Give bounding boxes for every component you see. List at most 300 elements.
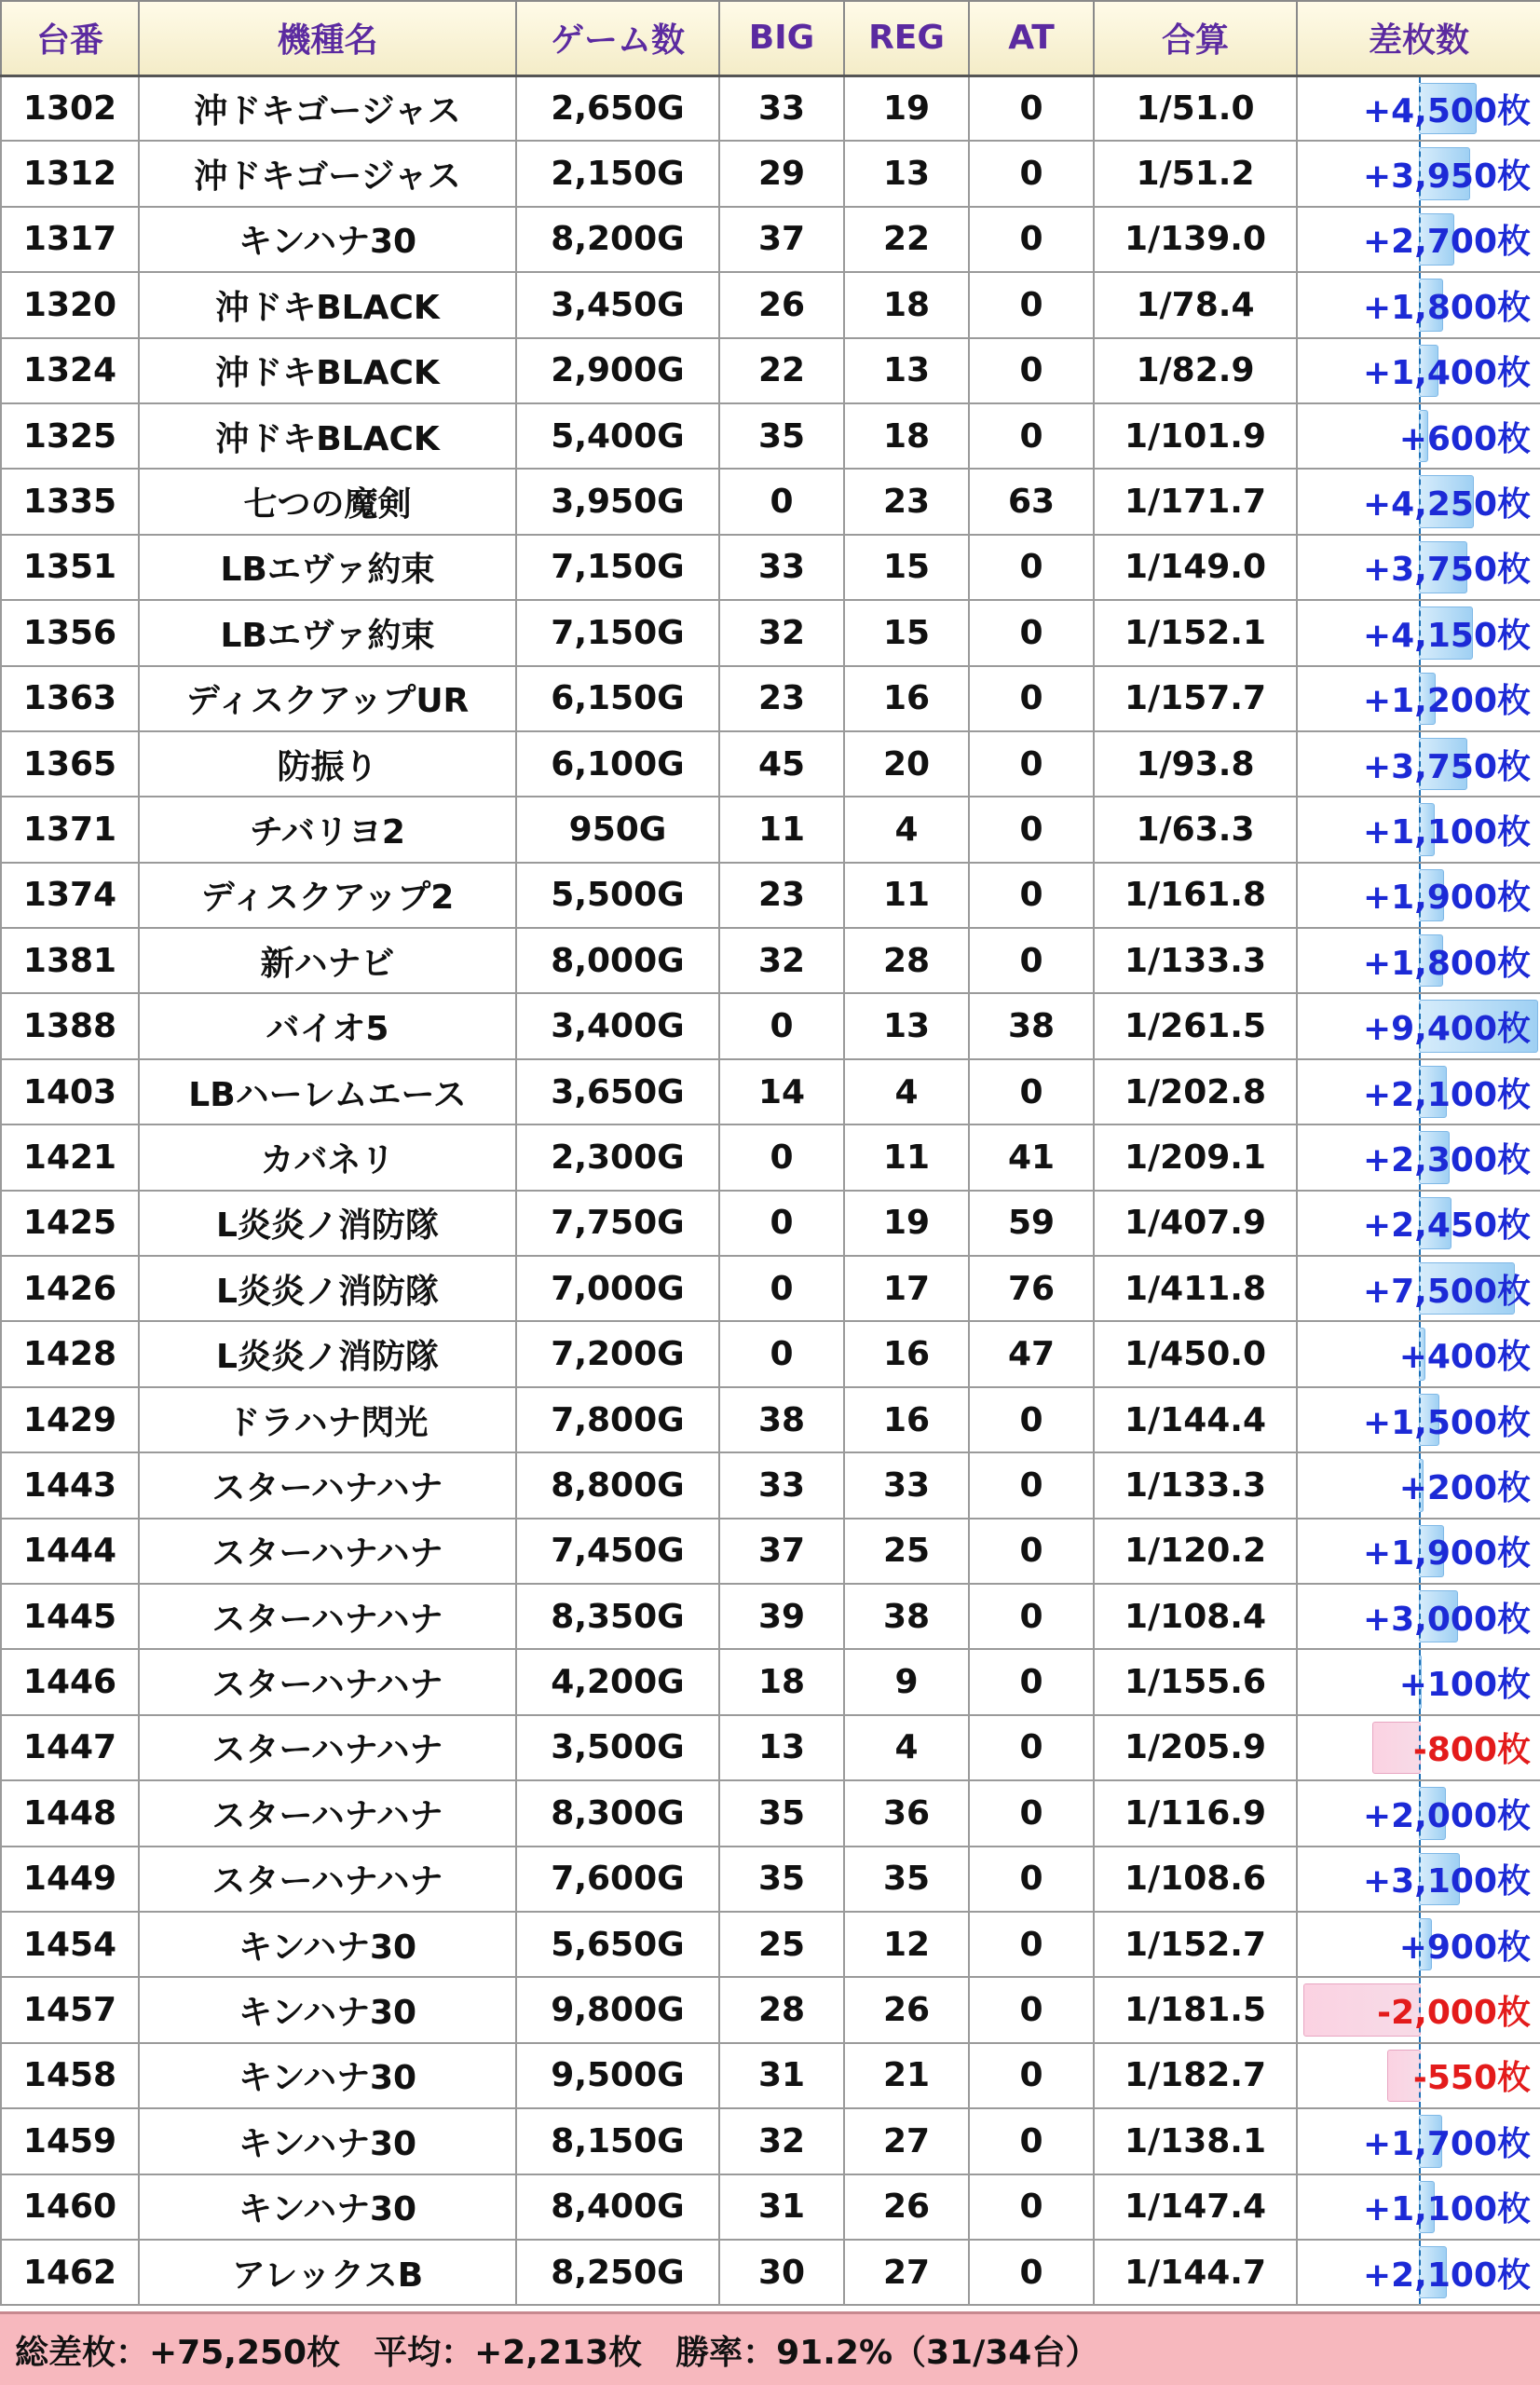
reg-count-cell: 27 [844, 2108, 969, 2174]
diff-cell [1297, 1387, 1540, 1452]
table-row[interactable] [1, 1321, 1540, 1386]
diff-cell [1297, 1977, 1540, 2042]
machine-no-cell: 1356 [1, 600, 139, 665]
reg-count-cell: 22 [844, 207, 969, 272]
reg-count-cell: 28 [844, 928, 969, 993]
table-row[interactable] [1, 2240, 1540, 2305]
at-count-cell: 0 [969, 535, 1094, 600]
diff-value: +900枚 [1398, 1928, 1531, 1967]
table-header [1, 1, 1540, 75]
combined-prob-cell: 1/78.4 [1094, 272, 1297, 337]
big-count-cell: 45 [719, 731, 844, 797]
diff-cell [1297, 1715, 1540, 1780]
machine-no-cell: 1335 [1, 469, 139, 534]
model-name-cell: 沖ドキゴージャス [139, 75, 516, 141]
combined-prob-cell: 1/152.7 [1094, 1912, 1297, 1977]
combined-prob-cell: 1/108.4 [1094, 1584, 1297, 1649]
at-count-cell: 0 [969, 1452, 1094, 1518]
diff-value: +4,500枚 [1362, 91, 1531, 130]
game-count-cell: 3,400G [516, 993, 719, 1058]
table-row[interactable] [1, 75, 1540, 141]
table-row[interactable] [1, 272, 1540, 337]
table-row[interactable] [1, 1519, 1540, 1584]
at-count-cell: 0 [969, 1387, 1094, 1452]
diff-value: +1,800枚 [1362, 944, 1531, 983]
table-row[interactable] [1, 1191, 1540, 1256]
reg-count-cell: 16 [844, 1387, 969, 1452]
game-count-cell: 5,500G [516, 863, 719, 928]
at-count-cell: 0 [969, 1649, 1094, 1714]
big-count-cell: 33 [719, 75, 844, 141]
combined-prob-cell: 1/116.9 [1094, 1780, 1297, 1846]
diff-cell [1297, 338, 1540, 403]
reg-count-cell: 9 [844, 1649, 969, 1714]
model-name-cell: L炎炎ノ消防隊 [139, 1321, 516, 1386]
diff-cell [1297, 1124, 1540, 1190]
reg-count-cell: 15 [844, 535, 969, 600]
table-row[interactable] [1, 731, 1540, 797]
at-count-cell: 0 [969, 600, 1094, 665]
combined-prob-cell: 1/138.1 [1094, 2108, 1297, 2174]
at-count-cell: 0 [969, 2240, 1094, 2305]
at-count-cell: 0 [969, 1780, 1094, 1846]
combined-prob-cell: 1/139.0 [1094, 207, 1297, 272]
game-count-cell: 3,500G [516, 1715, 719, 1780]
reg-count-cell: 19 [844, 1191, 969, 1256]
big-count-cell: 22 [719, 338, 844, 403]
reg-count-cell: 11 [844, 1124, 969, 1190]
game-count-cell: 2,150G [516, 141, 719, 206]
at-count-cell: 0 [969, 1059, 1094, 1124]
game-count-cell: 7,450G [516, 1519, 719, 1584]
game-count-cell: 2,650G [516, 75, 719, 141]
diff-value: +3,100枚 [1362, 1862, 1531, 1901]
model-name-cell: チバリヨ2 [139, 797, 516, 862]
combined-prob-cell: 1/407.9 [1094, 1191, 1297, 1256]
game-count-cell: 9,800G [516, 1977, 719, 2042]
diff-value: +3,750枚 [1362, 551, 1531, 590]
table-row[interactable] [1, 141, 1540, 206]
diff-cell [1297, 1059, 1540, 1124]
big-count-cell: 38 [719, 1387, 844, 1452]
game-count-cell: 9,500G [516, 2043, 719, 2108]
machine-no-cell: 1448 [1, 1780, 139, 1846]
combined-prob-cell: 1/450.0 [1094, 1321, 1297, 1386]
table-body [1, 75, 1540, 2305]
reg-count-cell: 23 [844, 469, 969, 534]
reg-count-cell: 18 [844, 403, 969, 469]
reg-count-cell: 13 [844, 141, 969, 206]
header-reg[interactable]: REG [844, 1, 969, 75]
big-count-cell: 23 [719, 863, 844, 928]
model-name-cell: キンハナ30 [139, 1977, 516, 2042]
diff-cell [1297, 863, 1540, 928]
table-row[interactable] [1, 2108, 1540, 2174]
at-count-cell: 76 [969, 1256, 1094, 1321]
diff-cell [1297, 469, 1540, 534]
machine-no-cell: 1459 [1, 2108, 139, 2174]
reg-count-cell: 21 [844, 2043, 969, 2108]
diff-value: +1,100枚 [1362, 2190, 1531, 2229]
diff-value: +9,400枚 [1362, 1010, 1531, 1049]
model-name-cell: LBエヴァ約束 [139, 600, 516, 665]
combined-prob-cell: 1/171.7 [1094, 469, 1297, 534]
big-count-cell: 25 [719, 1912, 844, 1977]
at-count-cell: 41 [969, 1124, 1094, 1190]
table-row[interactable] [1, 928, 1540, 993]
model-name-cell: LBエヴァ約束 [139, 535, 516, 600]
game-count-cell: 8,250G [516, 2240, 719, 2305]
combined-prob-cell: 1/182.7 [1094, 2043, 1297, 2108]
big-count-cell: 0 [719, 1256, 844, 1321]
table-row[interactable] [1, 2174, 1540, 2240]
at-count-cell: 0 [969, 75, 1094, 141]
diff-value: +400枚 [1398, 1338, 1531, 1377]
game-count-cell: 3,450G [516, 272, 719, 337]
game-count-cell: 7,000G [516, 1256, 719, 1321]
at-count-cell: 0 [969, 1847, 1094, 1912]
machine-no-cell: 1324 [1, 338, 139, 403]
game-count-cell: 7,200G [516, 1321, 719, 1386]
model-name-cell: 沖ドキBLACK [139, 338, 516, 403]
table-row[interactable] [1, 535, 1540, 600]
diff-cell [1297, 207, 1540, 272]
reg-count-cell: 27 [844, 2240, 969, 2305]
diff-cell [1297, 666, 1540, 731]
machine-no-cell: 1363 [1, 666, 139, 731]
diff-cell [1297, 1912, 1540, 1977]
at-count-cell: 0 [969, 403, 1094, 469]
reg-count-cell: 13 [844, 993, 969, 1058]
model-name-cell: 沖ドキBLACK [139, 272, 516, 337]
combined-prob-cell: 1/93.8 [1094, 731, 1297, 797]
model-name-cell: ドラハナ閃光 [139, 1387, 516, 1452]
table-row[interactable] [1, 1977, 1540, 2042]
machine-no-cell: 1444 [1, 1519, 139, 1584]
diff-value: +1,800枚 [1362, 288, 1531, 327]
big-count-cell: 37 [719, 1519, 844, 1584]
table-row[interactable] [1, 338, 1540, 403]
game-count-cell: 8,400G [516, 2174, 719, 2240]
combined-prob-cell: 1/149.0 [1094, 535, 1297, 600]
model-name-cell: 防振り [139, 731, 516, 797]
diff-cell [1297, 1256, 1540, 1321]
diff-cell [1297, 75, 1540, 141]
at-count-cell: 0 [969, 338, 1094, 403]
big-count-cell: 32 [719, 600, 844, 665]
header-row [1, 1, 1540, 75]
model-name-cell: L炎炎ノ消防隊 [139, 1256, 516, 1321]
at-count-cell: 0 [969, 1715, 1094, 1780]
table-row[interactable] [1, 1452, 1540, 1518]
table-row[interactable] [1, 2043, 1540, 2108]
header-games[interactable]: ゲーム数 [516, 1, 719, 75]
machine-no-cell: 1371 [1, 797, 139, 862]
diff-value: +1,100枚 [1362, 812, 1531, 852]
game-count-cell: 8,000G [516, 928, 719, 993]
combined-prob-cell: 1/152.1 [1094, 600, 1297, 665]
table-row[interactable] [1, 1124, 1540, 1190]
at-count-cell: 59 [969, 1191, 1094, 1256]
reg-count-cell: 26 [844, 2174, 969, 2240]
game-count-cell: 7,800G [516, 1387, 719, 1452]
reg-count-cell: 16 [844, 666, 969, 731]
diff-cell [1297, 2108, 1540, 2174]
game-count-cell: 7,750G [516, 1191, 719, 1256]
diff-value: +4,150枚 [1362, 616, 1531, 655]
table-row[interactable] [1, 1387, 1540, 1452]
machine-no-cell: 1458 [1, 2043, 139, 2108]
diff-cell [1297, 731, 1540, 797]
model-name-cell: カバネリ [139, 1124, 516, 1190]
game-count-cell: 3,650G [516, 1059, 719, 1124]
table-row[interactable] [1, 1256, 1540, 1321]
big-count-cell: 29 [719, 141, 844, 206]
diff-value: +3,950枚 [1362, 157, 1531, 197]
reg-count-cell: 17 [844, 1256, 969, 1321]
diff-value: +4,250枚 [1362, 485, 1531, 525]
at-count-cell: 0 [969, 141, 1094, 206]
game-count-cell: 8,300G [516, 1780, 719, 1846]
combined-prob-cell: 1/133.3 [1094, 1452, 1297, 1518]
diff-cell [1297, 1191, 1540, 1256]
model-name-cell: L炎炎ノ消防隊 [139, 1191, 516, 1256]
diff-value: +2,000枚 [1362, 1796, 1531, 1835]
at-count-cell: 0 [969, 1977, 1094, 2042]
big-count-cell: 23 [719, 666, 844, 731]
big-count-cell: 33 [719, 535, 844, 600]
combined-prob-cell: 1/411.8 [1094, 1256, 1297, 1321]
machine-no-cell: 1403 [1, 1059, 139, 1124]
table-row[interactable] [1, 1847, 1540, 1912]
combined-prob-cell: 1/51.2 [1094, 141, 1297, 206]
big-count-cell: 13 [719, 1715, 844, 1780]
big-count-cell: 32 [719, 2108, 844, 2174]
big-count-cell: 30 [719, 2240, 844, 2305]
at-count-cell: 0 [969, 207, 1094, 272]
reg-count-cell: 18 [844, 272, 969, 337]
header-diff-medals[interactable]: 差枚数 [1297, 1, 1540, 75]
big-count-cell: 0 [719, 469, 844, 534]
table-row[interactable] [1, 1780, 1540, 1846]
machine-no-cell: 1462 [1, 2240, 139, 2305]
machine-no-cell: 1421 [1, 1124, 139, 1190]
big-count-cell: 32 [719, 928, 844, 993]
model-name-cell: キンハナ30 [139, 2174, 516, 2240]
reg-count-cell: 19 [844, 75, 969, 141]
at-count-cell: 0 [969, 1912, 1094, 1977]
table-row[interactable] [1, 666, 1540, 731]
diff-cell [1297, 1452, 1540, 1518]
header-at[interactable]: AT [969, 1, 1094, 75]
reg-count-cell: 4 [844, 1059, 969, 1124]
reg-count-cell: 35 [844, 1847, 969, 1912]
machine-no-cell: 1447 [1, 1715, 139, 1780]
machine-no-cell: 1428 [1, 1321, 139, 1386]
at-count-cell: 0 [969, 2108, 1094, 2174]
big-count-cell: 33 [719, 1452, 844, 1518]
machine-no-cell: 1443 [1, 1452, 139, 1518]
big-count-cell: 35 [719, 1780, 844, 1846]
at-count-cell: 0 [969, 1584, 1094, 1649]
at-count-cell: 0 [969, 1519, 1094, 1584]
table-row[interactable] [1, 993, 1540, 1058]
model-name-cell: ディスクアップUR [139, 666, 516, 731]
game-count-cell: 3,950G [516, 469, 719, 534]
diff-cell [1297, 1649, 1540, 1714]
model-name-cell: 沖ドキゴージャス [139, 141, 516, 206]
big-count-cell: 31 [719, 2174, 844, 2240]
combined-prob-cell: 1/82.9 [1094, 338, 1297, 403]
table-row[interactable] [1, 600, 1540, 665]
at-count-cell: 0 [969, 2174, 1094, 2240]
model-name-cell: スターハナハナ [139, 1519, 516, 1584]
game-count-cell: 8,150G [516, 2108, 719, 2174]
diff-cell [1297, 2174, 1540, 2240]
at-count-cell: 0 [969, 2043, 1094, 2108]
combined-prob-cell: 1/157.7 [1094, 666, 1297, 731]
at-count-cell: 0 [969, 666, 1094, 731]
game-count-cell: 4,200G [516, 1649, 719, 1714]
diff-value: +2,450枚 [1362, 1206, 1531, 1246]
model-name-cell: キンハナ30 [139, 207, 516, 272]
table-row[interactable] [1, 797, 1540, 862]
model-name-cell: LBハーレムエース [139, 1059, 516, 1124]
big-count-cell: 14 [719, 1059, 844, 1124]
big-count-cell: 28 [719, 1977, 844, 2042]
big-count-cell: 0 [719, 1321, 844, 1386]
reg-count-cell: 25 [844, 1519, 969, 1584]
reg-count-cell: 4 [844, 1715, 969, 1780]
combined-prob-cell: 1/209.1 [1094, 1124, 1297, 1190]
diff-value: +1,400枚 [1362, 354, 1531, 393]
diff-cell [1297, 535, 1540, 600]
header-combined-prob[interactable]: 合算 [1094, 1, 1297, 75]
machine-no-cell: 1388 [1, 993, 139, 1058]
table-row[interactable] [1, 403, 1540, 469]
diff-value: +1,700枚 [1362, 2124, 1531, 2163]
big-count-cell: 18 [719, 1649, 844, 1714]
diff-cell [1297, 1321, 1540, 1386]
machine-no-cell: 1302 [1, 75, 139, 141]
model-name-cell: スターハナハナ [139, 1847, 516, 1912]
diff-value: +1,500枚 [1362, 1403, 1531, 1442]
machine-no-cell: 1381 [1, 928, 139, 993]
diff-value: +2,100枚 [1362, 1075, 1531, 1114]
reg-count-cell: 11 [844, 863, 969, 928]
machine-no-cell: 1454 [1, 1912, 139, 1977]
game-count-cell: 6,100G [516, 731, 719, 797]
table-row[interactable] [1, 1649, 1540, 1714]
diff-value: +2,700枚 [1362, 223, 1531, 262]
model-name-cell: 七つの魔剣 [139, 469, 516, 534]
big-count-cell: 35 [719, 1847, 844, 1912]
combined-prob-cell: 1/63.3 [1094, 797, 1297, 862]
model-name-cell: キンハナ30 [139, 2043, 516, 2108]
reg-count-cell: 12 [844, 1912, 969, 1977]
big-count-cell: 26 [719, 272, 844, 337]
table-row[interactable] [1, 1715, 1540, 1780]
model-name-cell: アレックスB [139, 2240, 516, 2305]
game-count-cell: 8,200G [516, 207, 719, 272]
combined-prob-cell: 1/205.9 [1094, 1715, 1297, 1780]
reg-count-cell: 36 [844, 1780, 969, 1846]
combined-prob-cell: 1/161.8 [1094, 863, 1297, 928]
diff-value: +1,900枚 [1362, 1534, 1531, 1574]
reg-count-cell: 16 [844, 1321, 969, 1386]
table-row[interactable] [1, 1584, 1540, 1649]
header-machine-no[interactable]: 台番 [1, 1, 139, 75]
big-count-cell: 35 [719, 403, 844, 469]
diff-value: +1,900枚 [1362, 879, 1531, 918]
big-count-cell: 0 [719, 1124, 844, 1190]
header-model-name[interactable]: 機種名 [139, 1, 516, 75]
diff-value: +2,300枚 [1362, 1140, 1531, 1179]
diff-value: -550枚 [1412, 2059, 1531, 2098]
combined-prob-cell: 1/120.2 [1094, 1519, 1297, 1584]
diff-cell [1297, 1584, 1540, 1649]
machine-no-cell: 1457 [1, 1977, 139, 2042]
table-row[interactable] [1, 1059, 1540, 1124]
at-count-cell: 0 [969, 863, 1094, 928]
combined-prob-cell: 1/101.9 [1094, 403, 1297, 469]
big-count-cell: 0 [719, 993, 844, 1058]
summary-bar: 総差枚：+75,250枚 平均：+2,213枚 勝率：91.2%（31/34台） [0, 2311, 1540, 2385]
diff-value: +3,000枚 [1362, 1600, 1531, 1639]
diff-value: +600枚 [1398, 419, 1531, 458]
game-count-cell: 950G [516, 797, 719, 862]
machine-no-cell: 1317 [1, 207, 139, 272]
model-name-cell: バイオ5 [139, 993, 516, 1058]
diff-cell [1297, 928, 1540, 993]
reg-count-cell: 15 [844, 600, 969, 665]
model-name-cell: ディスクアップ2 [139, 863, 516, 928]
model-name-cell: スターハナハナ [139, 1715, 516, 1780]
game-count-cell: 6,150G [516, 666, 719, 731]
table-row[interactable] [1, 863, 1540, 928]
machine-no-cell: 1351 [1, 535, 139, 600]
diff-cell [1297, 1519, 1540, 1584]
header-big[interactable]: BIG [719, 1, 844, 75]
machine-no-cell: 1449 [1, 1847, 139, 1912]
table-row[interactable] [1, 207, 1540, 272]
model-name-cell: 沖ドキBLACK [139, 403, 516, 469]
game-count-cell: 2,300G [516, 1124, 719, 1190]
diff-cell [1297, 272, 1540, 337]
table-row[interactable] [1, 469, 1540, 534]
combined-prob-cell: 1/155.6 [1094, 1649, 1297, 1714]
diff-value: +3,750枚 [1362, 747, 1531, 786]
at-count-cell: 47 [969, 1321, 1094, 1386]
game-count-cell: 8,350G [516, 1584, 719, 1649]
table-row[interactable] [1, 1912, 1540, 1977]
diff-value: +2,100枚 [1362, 2256, 1531, 2295]
model-name-cell: スターハナハナ [139, 1584, 516, 1649]
machine-no-cell: 1374 [1, 863, 139, 928]
model-name-cell: 新ハナビ [139, 928, 516, 993]
machine-no-cell: 1365 [1, 731, 139, 797]
machine-no-cell: 1426 [1, 1256, 139, 1321]
model-name-cell: キンハナ30 [139, 2108, 516, 2174]
model-name-cell: スターハナハナ [139, 1649, 516, 1714]
at-count-cell: 0 [969, 272, 1094, 337]
diff-value: +1,200枚 [1362, 682, 1531, 721]
reg-count-cell: 20 [844, 731, 969, 797]
game-count-cell: 7,150G [516, 600, 719, 665]
diff-value: -2,000枚 [1377, 1994, 1531, 2033]
combined-prob-cell: 1/51.0 [1094, 75, 1297, 141]
reg-count-cell: 13 [844, 338, 969, 403]
